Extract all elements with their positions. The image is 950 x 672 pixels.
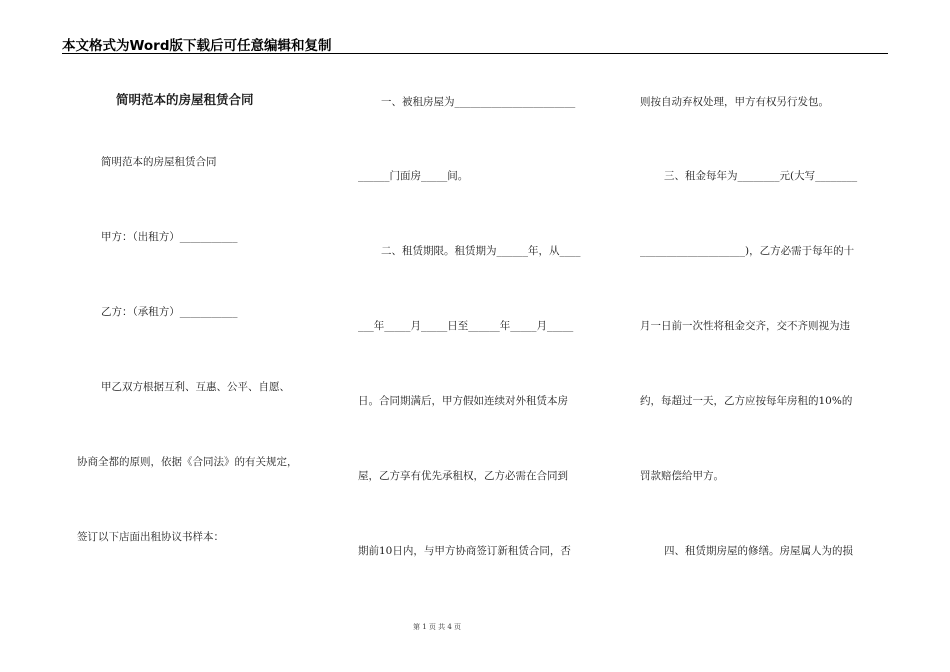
col2-line-5: 日。合同期满后，甲方假如连续对外租赁本房 [358, 395, 568, 407]
col2-line-6: 屋，乙方享有优先承租权，乙方必需在合同到 [358, 470, 568, 482]
col1-line-1: 简明范本的房屋租赁合同 [101, 156, 217, 168]
col2-line-4: ___年_____月_____日至______年_____月_____ [358, 320, 574, 332]
col3-line-6: 罚款赔偿给甲方。 [640, 470, 724, 482]
header-divider [62, 53, 888, 54]
document-title: 简明范本的房屋租赁合同 [116, 92, 254, 107]
col1-line-5: 协商全都的原则，依据《合同法》的有关规定， [77, 456, 298, 468]
document-header: 本文格式为Word版下载后可任意编辑和复制 [62, 38, 332, 54]
col3-line-3: ____________________)，乙方必需于每年的十 [640, 245, 855, 257]
col2-line-1: 一、被租房屋为_______________________ [381, 96, 576, 108]
col3-line-2: 三、租金每年为________元(大写________ [664, 170, 858, 182]
col1-line-3: 乙方：（承租方）___________ [101, 306, 238, 318]
col2-line-2: ______门面房_____间。 [358, 170, 469, 182]
col2-line-7: 期前10日内，与甲方协商签订新租赁合同，否 [358, 545, 571, 557]
col3-line-7: 四、租赁期房屋的修缮。房屋属人为的损 [664, 545, 853, 557]
col3-line-5: 约，每超过一天，乙方应按每年房租的10%的 [640, 395, 853, 407]
col1-line-6: 签订以下店面出租协议书样本： [77, 531, 224, 543]
col3-line-1: 则按自动弃权处理，甲方有权另行发包。 [640, 96, 829, 108]
page-number: 第 1 页 共 4 页 [413, 623, 462, 631]
col3-line-4: 月一日前一次性将租金交齐，交不齐则视为违 [640, 320, 850, 332]
col2-line-3: 二、租赁期限。租赁期为______年，从____ [381, 245, 581, 257]
col1-line-4: 甲乙双方根据互利、互惠、公平、自愿、 [101, 381, 290, 393]
col1-line-2: 甲方：（出租方）___________ [101, 231, 238, 243]
